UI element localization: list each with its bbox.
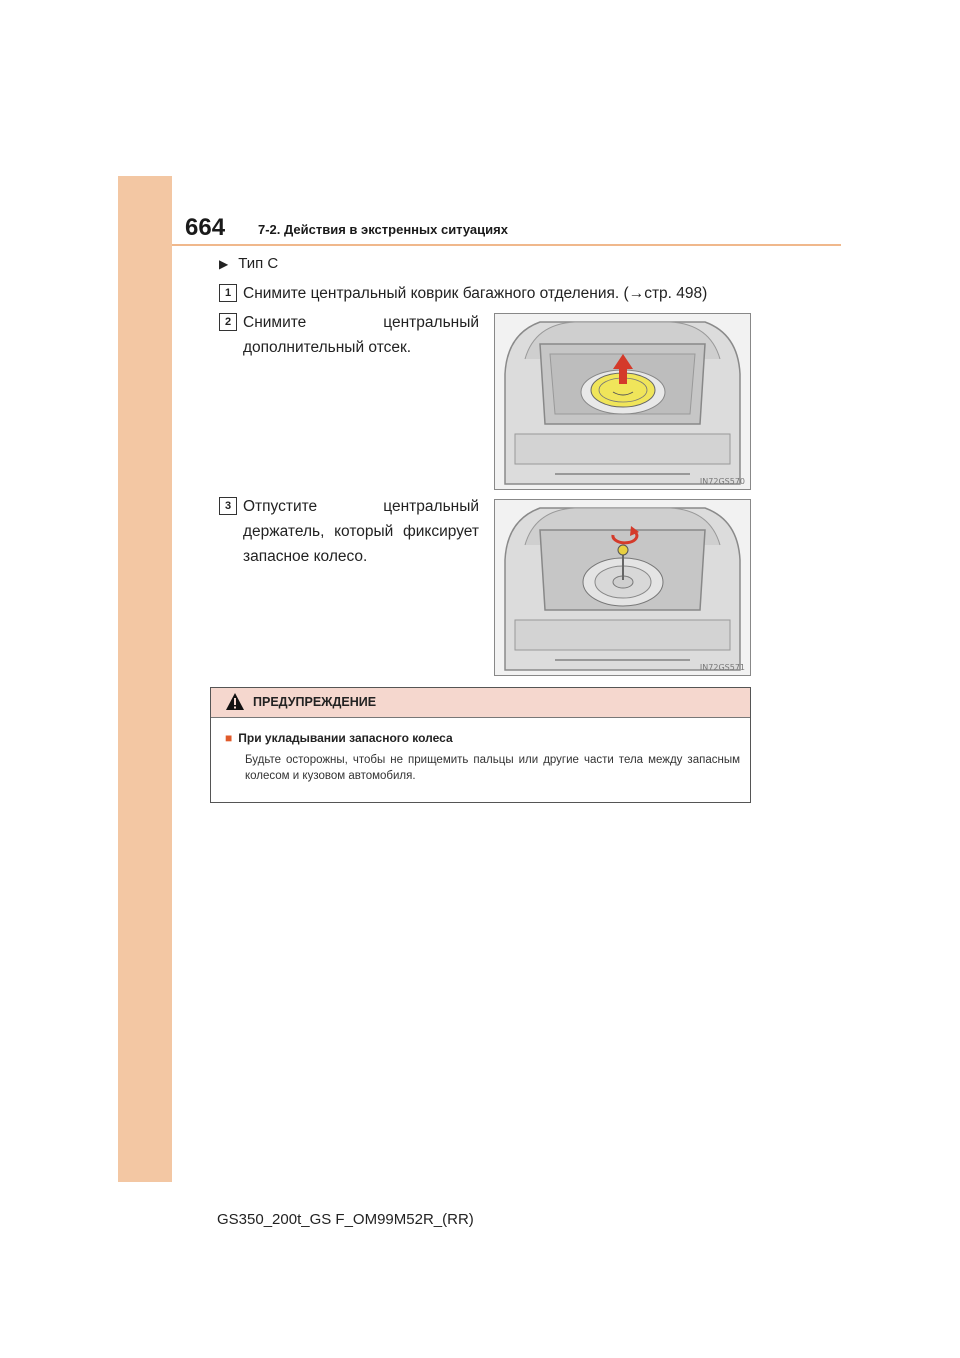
step-text-3: Отпустите центральный держатель, который фиксирует запасное колесо. [243, 498, 479, 565]
warning-header [211, 688, 750, 718]
warning-body: Будьте осторожны, чтобы не прищемить пальцы или другие части тела между запасным колесом и кузовом автомобиля. [245, 754, 740, 782]
page-number: 664 [185, 214, 226, 241]
triangle-marker-icon: ▶ [219, 257, 229, 271]
square-bullet-icon: ■ [225, 731, 233, 745]
warning-subtitle-text: При укладывании запасного колеса [238, 731, 453, 745]
warning-triangle-icon [225, 692, 245, 711]
step-number-2: 2 [219, 313, 237, 331]
warning-box [210, 687, 751, 803]
figure-remove-compartment [494, 313, 751, 490]
step-text-1: Снимите центральный коврик багажного отделения. (→стр. 498) [243, 285, 708, 302]
step-number-3: 3 [219, 497, 237, 515]
type-line [219, 255, 278, 272]
header-rule [172, 244, 841, 246]
figure-loosen-holder [494, 499, 751, 676]
step-number-1: 1 [219, 284, 237, 302]
warning-title: ПРЕДУПРЕЖДЕНИЕ [253, 695, 377, 709]
figure-code: IN72GS570 [699, 477, 745, 486]
side-band [118, 176, 172, 1182]
section-title: 7-2. Действия в экстренных ситуациях [258, 222, 508, 237]
warning-subtitle [225, 731, 453, 745]
type-label: Тип С [238, 255, 279, 272]
figure-code: IN72GS571 [699, 663, 745, 672]
footer-doc-id: GS350_200t_GS F_OM99M52R_(RR) [217, 1211, 474, 1228]
step-text-2: Снимите центральный дополнительный отсек. [243, 314, 479, 356]
